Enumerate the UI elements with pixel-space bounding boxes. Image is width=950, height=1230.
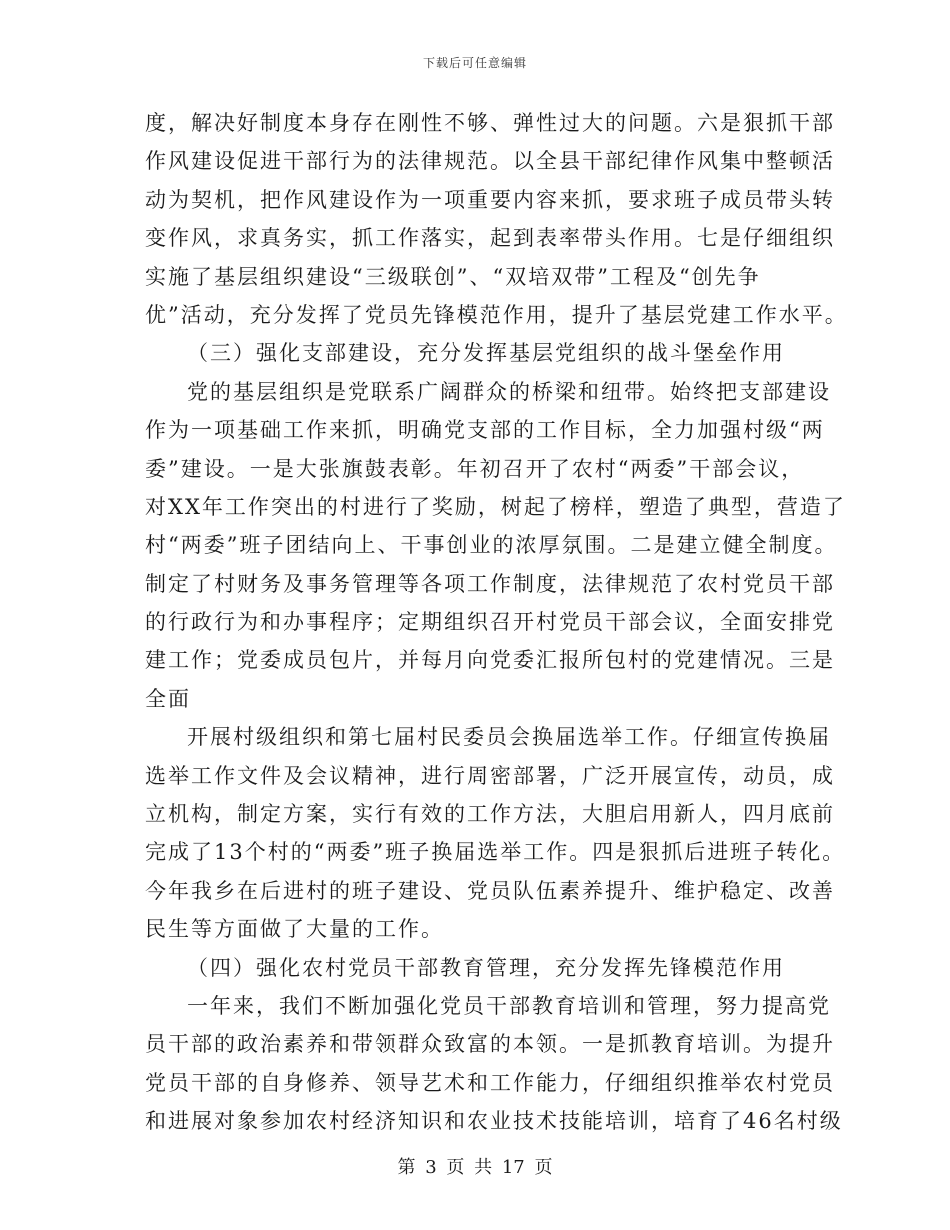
page-number-footer: 第 3 页 共 17 页 (397, 1157, 553, 1178)
text-line: 对XX年工作突出的村进行了奖励，树起了榜样，塑造了典型，营造了 (145, 494, 846, 519)
text-line: （三）强化支部建设，充分发挥基层党组织的战斗堡垒作用 (187, 341, 785, 366)
text-line: 立机构，制定方案，实行有效的工作方法，大胆启用新人，四月底前 (145, 802, 835, 827)
text-line: 变作风，求真务实，抓工作落实，起到表率带头作用。七是仔细组织 (145, 226, 835, 251)
text-line: 度，解决好制度本身存在刚性不够、弹性过大的问题。六是狠抓干部 (145, 111, 835, 135)
text-line: 今年我乡在后进村的班子建设、党员队伍素养提升、维护稳定、改善 (145, 878, 835, 903)
text-line: （四）强化农村党员干部教育管理，充分发挥先锋模范作用 (187, 955, 785, 980)
text-line: 动为契机，把作风建设作为一项重要内容来抓，要求班子成员带头转 (145, 187, 835, 212)
text-line: 党的基层组织是党联系广阔群众的桥梁和纽带。始终把支部建设 (187, 379, 831, 404)
text-line: 作为一项基础工作来抓，明确党支部的工作目标，全力加强村级“两 (145, 418, 825, 443)
text-line: 委”建设。一是大张旗鼓表彰。年初召开了农村“两委”干部会议， (145, 456, 805, 481)
text-line: 实施了基层组织建设“三级联创”、“双培双带”工程及“创先争 (145, 264, 761, 289)
document-body (145, 104, 848, 1141)
text-line: 员干部的政治素养和带领群众致富的本领。一是抓教育培训。为提升 (145, 1032, 835, 1057)
text-line: 选举工作文件及会议精神，进行周密部署，广泛开展宣传，动员，成 (145, 763, 835, 788)
text-line: 村“两委”班子团结向上、干事创业的浓厚氛围。二是建立健全制度。 (145, 533, 838, 558)
text-line: 和进展对象参加农村经济知识和农业技术技能培训，培育了46名村级 (145, 1109, 843, 1134)
text-line: 全面 (145, 686, 191, 711)
text-line: 党员干部的自身修养、领导艺术和工作能力，仔细组织推举农村党员 (145, 1070, 835, 1095)
text-line: 一年来，我们不断加强化党员干部教育培训和管理，努力提高党 (187, 993, 831, 1018)
page-header: 下载后可任意编辑 (422, 56, 527, 70)
text-line: 作风建设促进干部行为的法律规范。以全县干部纪律作风集中整顿活 (145, 149, 835, 174)
text-line: 优”活动，充分发挥了党员先锋模范作用，提升了基层党建工作水平。 (145, 302, 848, 327)
text-line: 的行政行为和办事程序；定期组织召开村党员干部会议，全面安排党 (145, 610, 835, 635)
text-line: 民生等方面做了大量的工作。 (145, 917, 444, 942)
text-line: 建工作；党委成员包片，并每月向党委汇报所包村的党建情况。三是 (145, 648, 835, 673)
text-line: 完成了13个村的“两委”班子换届选举工作。四是狠抓后进班子转化。 (145, 840, 846, 865)
text-line: 制定了村财务及事务管理等各项工作制度，法律规范了农村党员干部 (145, 571, 835, 596)
text-line: 开展村级组织和第七届村民委员会换届选举工作。仔细宣传换届 (187, 725, 831, 750)
